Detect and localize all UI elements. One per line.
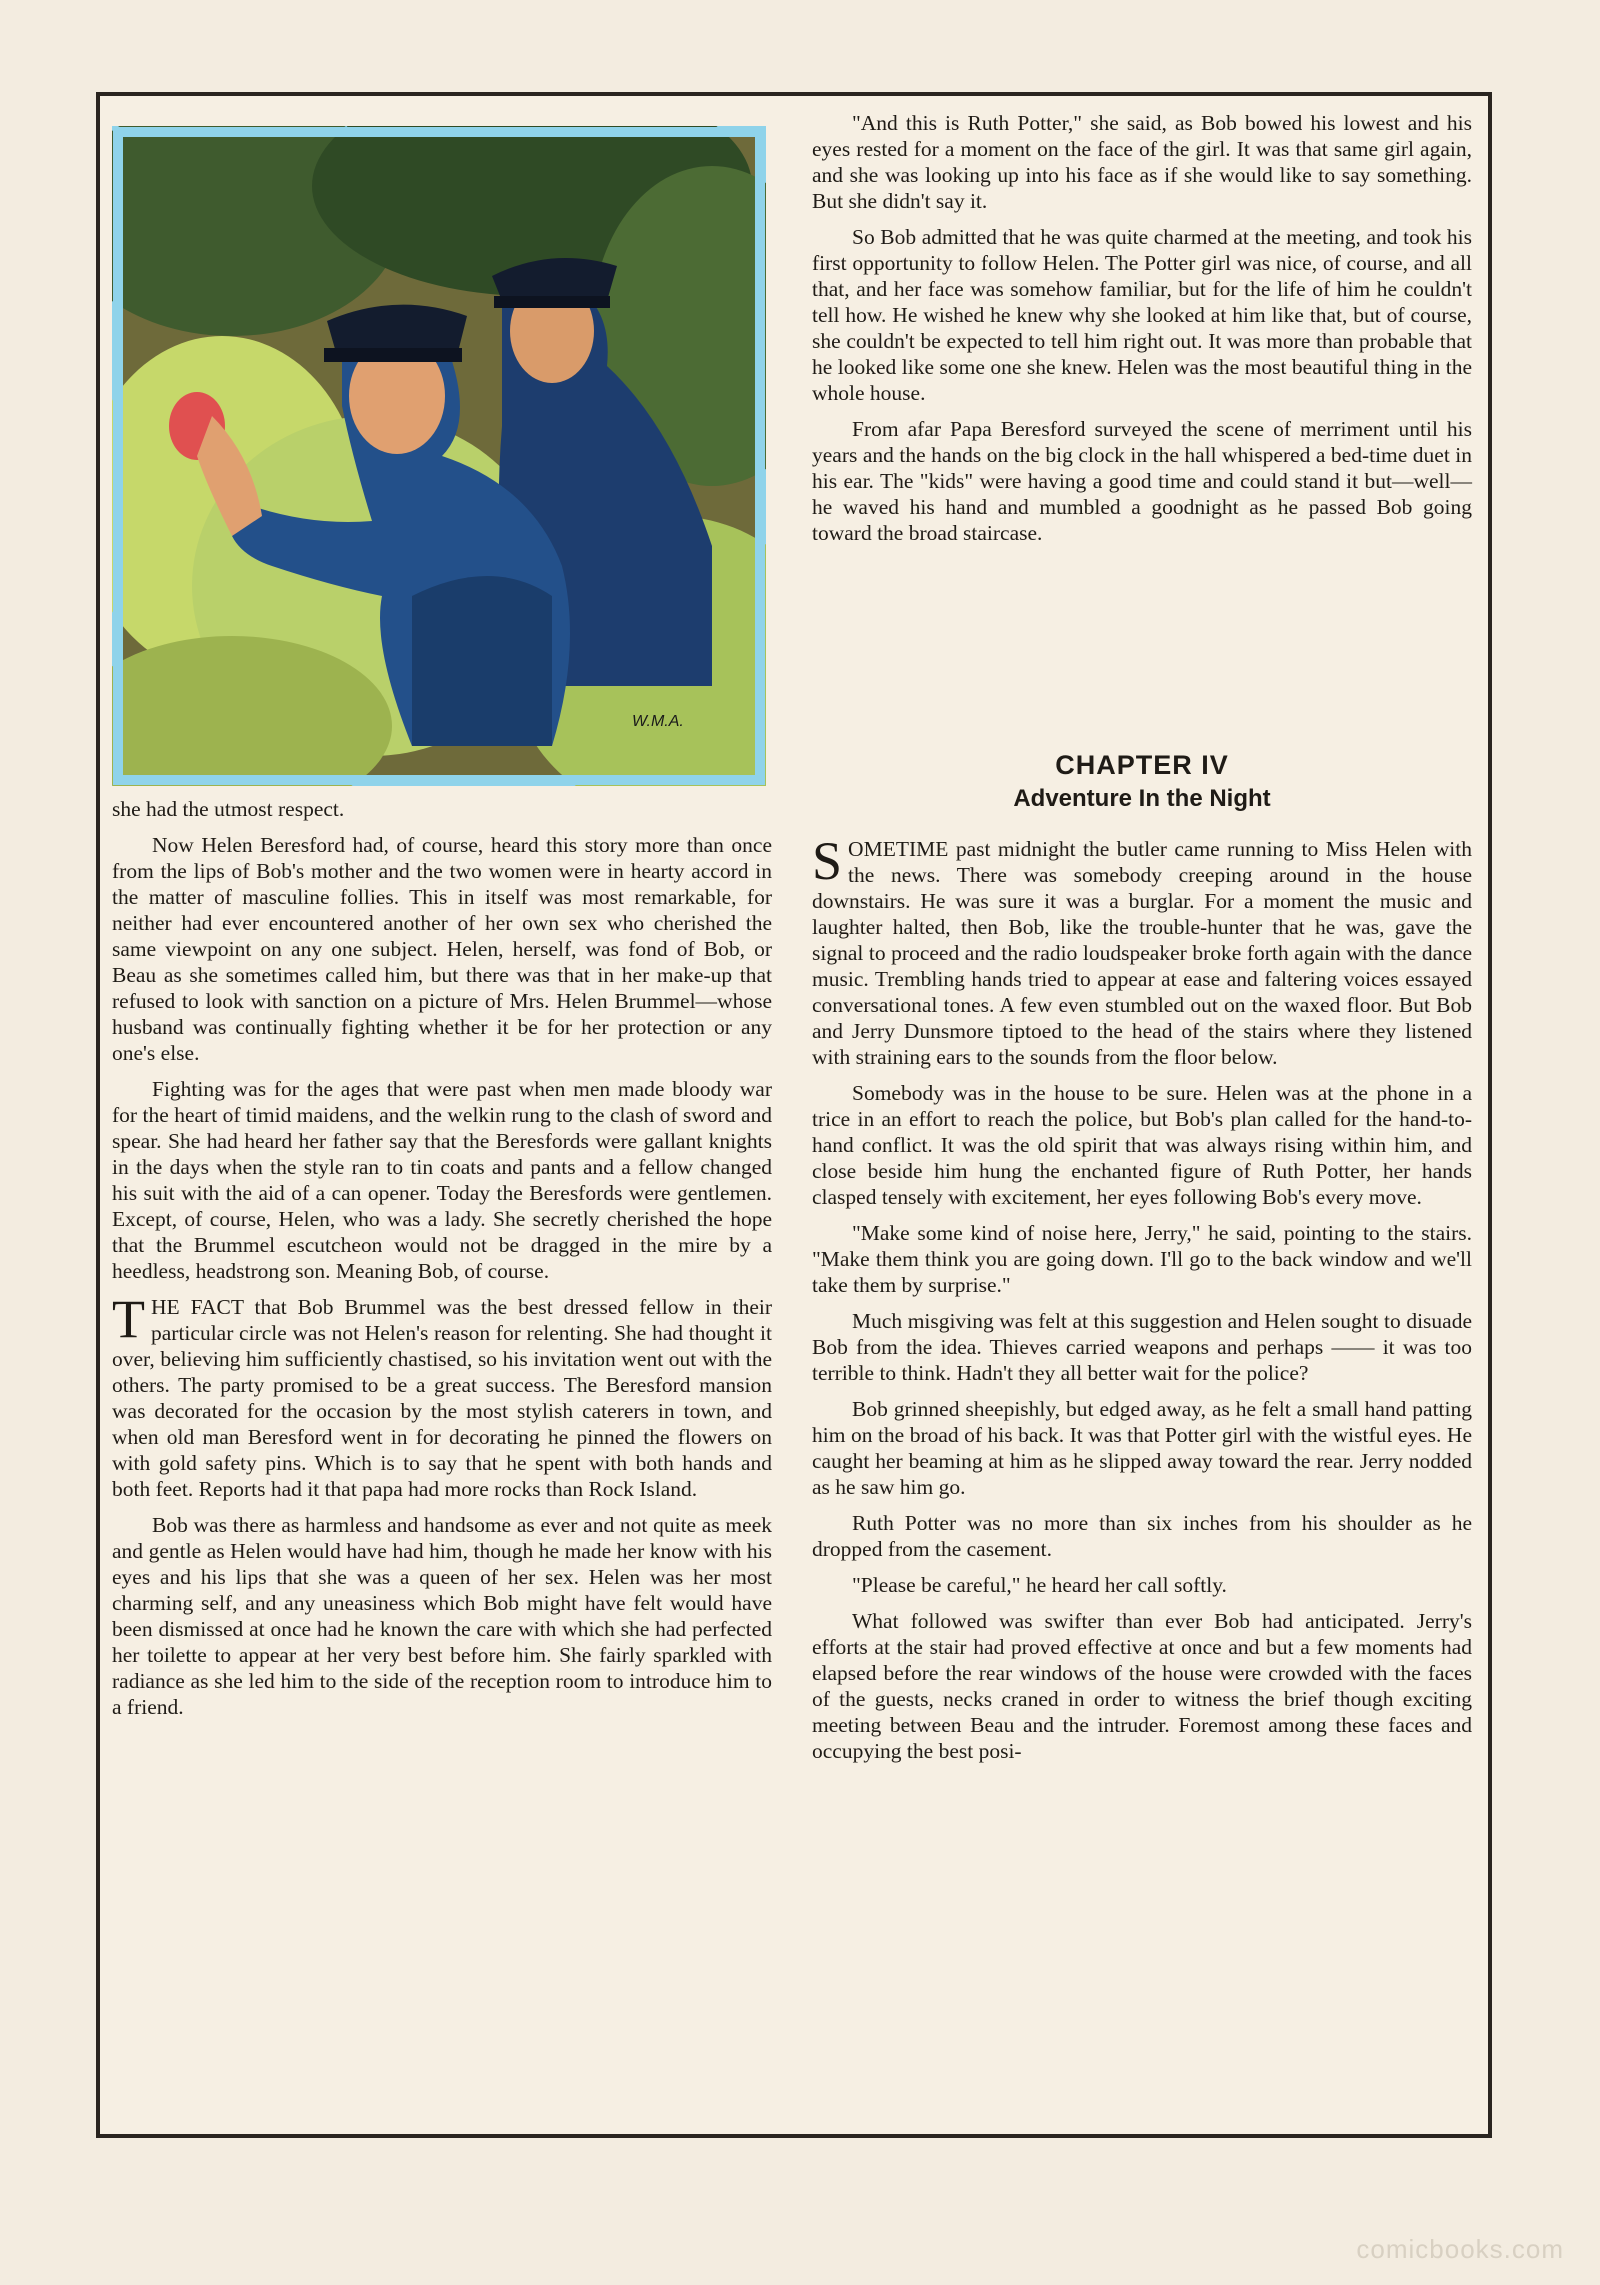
- paragraph: Much misgiving was felt at this suggestion and Helen sought to disuade Bob from the idea. Thieves carried weapons and perhaps —— it was too terrible to think. Hadn't they all better wait for the police?: [812, 1309, 1472, 1385]
- dropcap-letter: T: [112, 1289, 145, 1349]
- left-column-text: [112, 796, 772, 1730]
- right-column-top-text: [812, 110, 1472, 556]
- paragraph: So Bob admitted that he was quite charmed at the meeting, and took his first opportunity to follow Helen. The Potter girl was nice, of course, and all that, and her face was somehow familiar, but for the life of him he couldn't tell how. He wished he knew why she looked at him like that, but of course, she couldn't be expected to tell him right out. It was more than probable that he looked like some one she knew. Helen was the most beautiful thing in the whole house.: [812, 225, 1472, 405]
- chapter-subtitle: Adventure In the Night: [1013, 785, 1271, 812]
- paragraph: What followed was swifter than ever Bob had anticipated. Jerry's efforts at the stair had proved effective at once and but a few moments had elapsed before the rear windows of the house were crowded with the faces of the guests, necks craned in order to witness the brief though exciting meeting between Beau and the intruder. Foremost among these faces and occupying the best posi-: [812, 1609, 1472, 1763]
- paragraph: Bob grinned sheepishly, but edged away, as he felt a small hand patting him on the broad of his back. It was that Potter girl with the wistful eyes. He caught her beaming at him as he slipped away toward the rear. Jerry nodded as he saw him go.: [812, 1397, 1472, 1499]
- paragraph: "Make some kind of noise here, Jerry," he said, pointing to the stairs. "Make them think you are going down. I'll go to the back window and we'll take them by surprise.": [812, 1221, 1472, 1297]
- paragraph: Ruth Potter was no more than six inches from his shoulder as he dropped from the casement.: [812, 1511, 1472, 1561]
- chapter-heading: [812, 748, 1472, 816]
- paragraph: Bob was there as harmless and handsome as ever and not quite as meek and gentle as Helen would have had him, though he made her know with his eyes and his lips that she was a queen of her sex. Helen was her most charming self, and any uneasiness which Bob might have felt would have been dismissed at once had he known the care with which she had perfected her toilette to appear at her very best before him. She fairly sparkled with radiance as she led him to the side of the reception room to introduce him to a friend.: [112, 1513, 772, 1719]
- paragraph: "And this is Ruth Potter," she said, as Bob bowed his lowest and his eyes rested for a moment on the face of the girl. It was that same girl again, and she was looking up into his face as if she would like to say something. But she didn't say it.: [812, 111, 1472, 213]
- paragraph: Somebody was in the house to be sure. Helen was at the phone in a trice in an effort to reach the police, but Bob's plan called for the hand-to-hand conflict. It was the old spirit that was always rising within him, and close beside him hung the enchanted figure of Ruth Potter, her hands clasped tensely with excitement, her eyes following Bob's every move.: [812, 1081, 1472, 1209]
- paragraph: "Please be careful," he heard her call softly.: [852, 1573, 1227, 1597]
- right-column-bottom-text: [812, 831, 1472, 1774]
- story-illustration: [112, 126, 766, 786]
- paragraph: From afar Papa Beresford surveyed the scene of merriment until his years and the hands on the big clock in the hall whispered a bed-time duet in his ear. The "kids" were having a good time and could stand it but—well—he waved his hand and mumbled a goodnight as he passed Bob going toward the broad staircase.: [812, 417, 1472, 545]
- two-uniformed-men-icon: [112, 126, 766, 786]
- paragraph: Now Helen Beresford had, of course, heard this story more than once from the lips of Bob's mother and the two women were in hearty accord in the matter of masculine follies. This in itself was most remarkable, for neither had ever encountered another of her own sex who cherished the same viewpoint on any one subject. Helen, herself, was fond of Bob, or Beau as she sometimes called him, but there was that in her make-up that refused to look with sanction on a picture of Mrs. Helen Brummel—whose husband was continually fighting whether it be for her protection or any one's else.: [112, 833, 772, 1065]
- paragraph-text: OMETIME past midnight the butler came running to Miss Helen with the news. There was somebody creeping around in the house downstairs. He was sure it was a burglar. For a moment the music and laughter halted, then Bob, like the trouble-hunter that he was, gave the signal to proceed and the radio loudspeaker broke forth again with the dance music. Trembling hands tried to appear at ease and faltering voices essayed conversational tones. A few even stumbled out on the waxed floor. But Bob and Jerry Dunsmore tiptoed to the head of the stairs where they listened with straining ears to the sounds from the floor below.: [812, 837, 1472, 1069]
- dropcap-paragraph: [112, 1289, 772, 1502]
- page-frame: [96, 92, 1492, 2138]
- paragraph-text: HE FACT that Bob Brummel was the best dressed fellow in their particular circle was not Helen's reason for relenting. She had thought it over, believing him sufficiently chastised, so his invitation went out with the others. The party promised to be a great success. The Beresford mansion was decorated for the occasion by the most stylish caterers in town, and when old man Beresford went in for decorating he pinned the flowers on with gold safety pins. Which is to say that he spent with both hands and both feet. Reports had it that papa had more rocks than Rock Island.: [112, 1295, 772, 1501]
- chapter-title: CHAPTER IV: [1055, 750, 1229, 780]
- dropcap-paragraph: [812, 831, 1472, 1070]
- site-watermark: comicbooks.com: [1356, 2234, 1564, 2264]
- paragraph: Fighting was for the ages that were past when men made bloody war for the heart of timid maidens, and the welkin rung to the clash of sword and spear. She had heard her father say that the Beresfords were gallant knights in the days when the style ran to tin coats and pants and a fellow changed his suit with the aid of a can opener. Today the Beresfords were gentlemen. Except, of course, Helen, who was a lady. She secretly cherished the hope that the Brummel escutcheon would not be dragged in the mire by a heedless, headstrong son. Meaning Bob, of course.: [112, 1077, 772, 1283]
- dropcap-letter: S: [812, 831, 843, 891]
- illustration-signature: W.M.A.: [632, 713, 684, 730]
- paragraph: she had the utmost respect.: [112, 797, 345, 821]
